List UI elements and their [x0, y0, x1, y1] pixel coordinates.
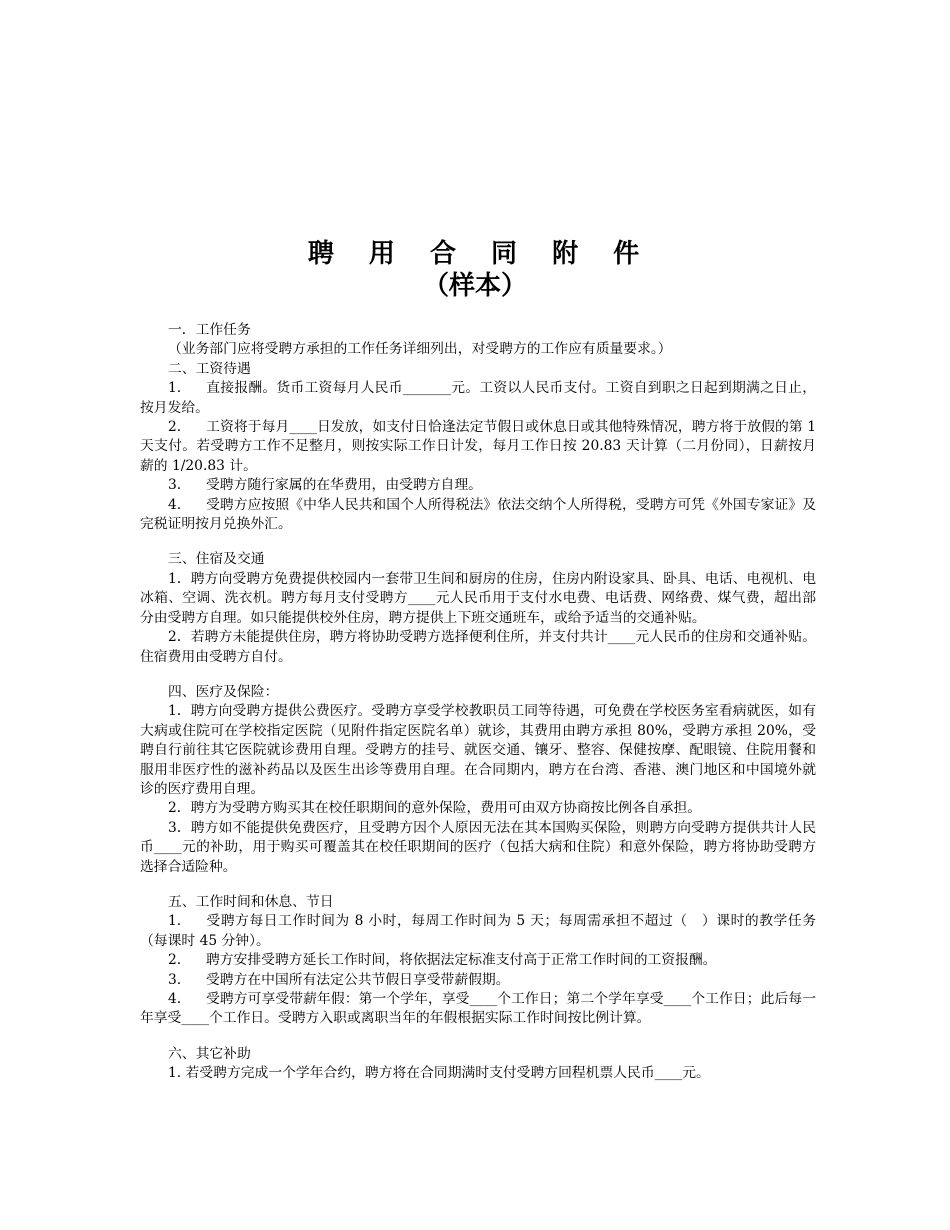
salary-item-number: 4. — [168, 496, 182, 513]
housing-item: 1．聘方向受聘方免费提供校园内一套带卫生间和厨房的住房，住房内附设家具、卧具、电话、电视机、电冰箱、空调、洗衣机。聘方每月支付受聘方____元人民币用于支付水电费、电话费、网络费、煤气费，超出部分由受聘方自理。如只能提供校外住房，聘方提供上下班交通班车，或给予适当的交通补贴。 — [140, 570, 816, 626]
section-heading-work-hours: 五、工作时间和休息、节日 — [168, 893, 334, 910]
housing-item: 2．若聘方未能提供住房，聘方将协助受聘方选择便利住所，并支付共计____元人民币的住房和交通补贴。住宿费用由受聘方自付。 — [140, 629, 816, 665]
work-hours-item-number: 4. — [168, 991, 182, 1007]
document-body — [140, 321, 816, 1084]
work-hours-item — [140, 951, 816, 970]
section-spacer — [140, 534, 816, 550]
section-heading-medical: 四、医疗及保险： — [168, 683, 279, 700]
section-spacer — [140, 667, 816, 683]
salary-item-text: 直接报酬。货币工资每月人民币_______元。工资以人民币支付。工资自到职之日起到期满之日止，按月发给。 — [140, 380, 816, 416]
salary-item — [140, 379, 816, 418]
work-tasks-note: （业务部门应将受聘方承担的工作任务详细列出，对受聘方的工作应有质量要求。） — [168, 341, 672, 358]
section-heading-housing: 三、住宿及交通 — [168, 551, 265, 568]
work-hours-item-text: 受聘方可享受带薪年假：第一个学年，享受____个工作日；第二个学年享受____个工作日；此后每一年享受____个工作日。受聘方入职或离职当年的年假根据实际工作时间按比例计算。 — [140, 991, 816, 1027]
section-spacer — [140, 1029, 816, 1045]
work-hours-item-text: 聘方安排受聘方延长工作时间，将依据法定标准支付高于正常工作时间的工资报酬。 — [206, 952, 717, 969]
work-hours-item-number: 2. — [168, 952, 182, 969]
section-heading-other-allowances: 六、其它补助 — [168, 1045, 251, 1062]
section-spacer — [140, 877, 816, 893]
salary-item-number: 3. — [168, 477, 182, 494]
medical-item: 1．聘方向受聘方提供公费医疗。受聘方享受学校教职员工同等待遇，可免费在学校医务室看病就医，如有大病或住院可在学校指定医院（见附件指定医院名单）就诊，其费用由聘方承担 80%，受聘方承担 20%，受聘自行前往其它医院就诊费用自理。受聘方的挂号、就医交通、镶牙、整容、保健按摩、配眼镜、住院用餐和服用非医疗性的滋补药品以及医生出诊等费用自理。在合同期内，聘方在台湾、香港、澳门地区和中国境外就诊的医疗费用自理。 — [140, 703, 816, 797]
salary-item-text: 工资将于每月____日发放，如支付日恰逢法定节假日或休息日或其他特殊情况，聘方将于放假的第 1 天支付。若受聘方工作不足整月，则按实际工作日计发，每月工作日按 20.83 天计算（二月份同），日薪按月薪的 1/20.83 计。 — [140, 419, 816, 474]
page-subtitle: （样本） — [422, 271, 527, 301]
work-hours-item-number: 1. — [168, 913, 182, 930]
work-hours-item-text: 受聘方每日工作时间为 8 小时，每周工作时间为 5 天；每周需承担不超过（ ）课时的教学任务（每课时 45 分钟）。 — [140, 913, 816, 949]
salary-item — [140, 418, 816, 476]
salary-item-text: 受聘方随行家属的在华费用，由受聘方自理。 — [206, 477, 482, 494]
allowance-item: 1. 若受聘方完成一个学年合约，聘方将在合同期满时支付受聘方回程机票人民币____元。 — [168, 1065, 710, 1082]
section-heading-work-tasks: 一．工作任务 — [168, 322, 251, 338]
medical-item: 3．聘方如不能提供免费医疗，且受聘方因个人原因无法在其本国购买保险，则聘方向受聘方提供共计人民币____元的补助，用于购买可覆盖其在校任职期间的医疗（包括大病和住院）和意外保险，聘方将协助受聘方选择合适险种。 — [140, 819, 816, 875]
salary-item-number: 2. — [168, 419, 182, 436]
work-hours-item-text: 受聘方在中国所有法定公共节假日享受带薪假期。 — [206, 971, 510, 988]
salary-item-number: 1. — [168, 380, 182, 397]
work-hours-item — [140, 971, 816, 990]
salary-item — [140, 476, 816, 495]
medical-item: 2．聘方为受聘方购买其在校任职期间的意外保险，费用可由双方协商按比例各自承担。 — [168, 800, 702, 817]
work-hours-item — [140, 990, 816, 1029]
work-hours-item-number: 3. — [168, 971, 182, 988]
salary-item — [140, 496, 816, 535]
section-heading-salary: 二、工资待遇 — [168, 360, 251, 377]
salary-item-text: 受聘方应按照《中华人民共和国个人所得税法》依法交纳个人所得税，受聘方可凭《外国专家证》及完税证明按月兑换外汇。 — [140, 496, 816, 533]
work-hours-item — [140, 912, 816, 951]
page-title: 聘 用 合 同 附 件 — [307, 239, 653, 269]
